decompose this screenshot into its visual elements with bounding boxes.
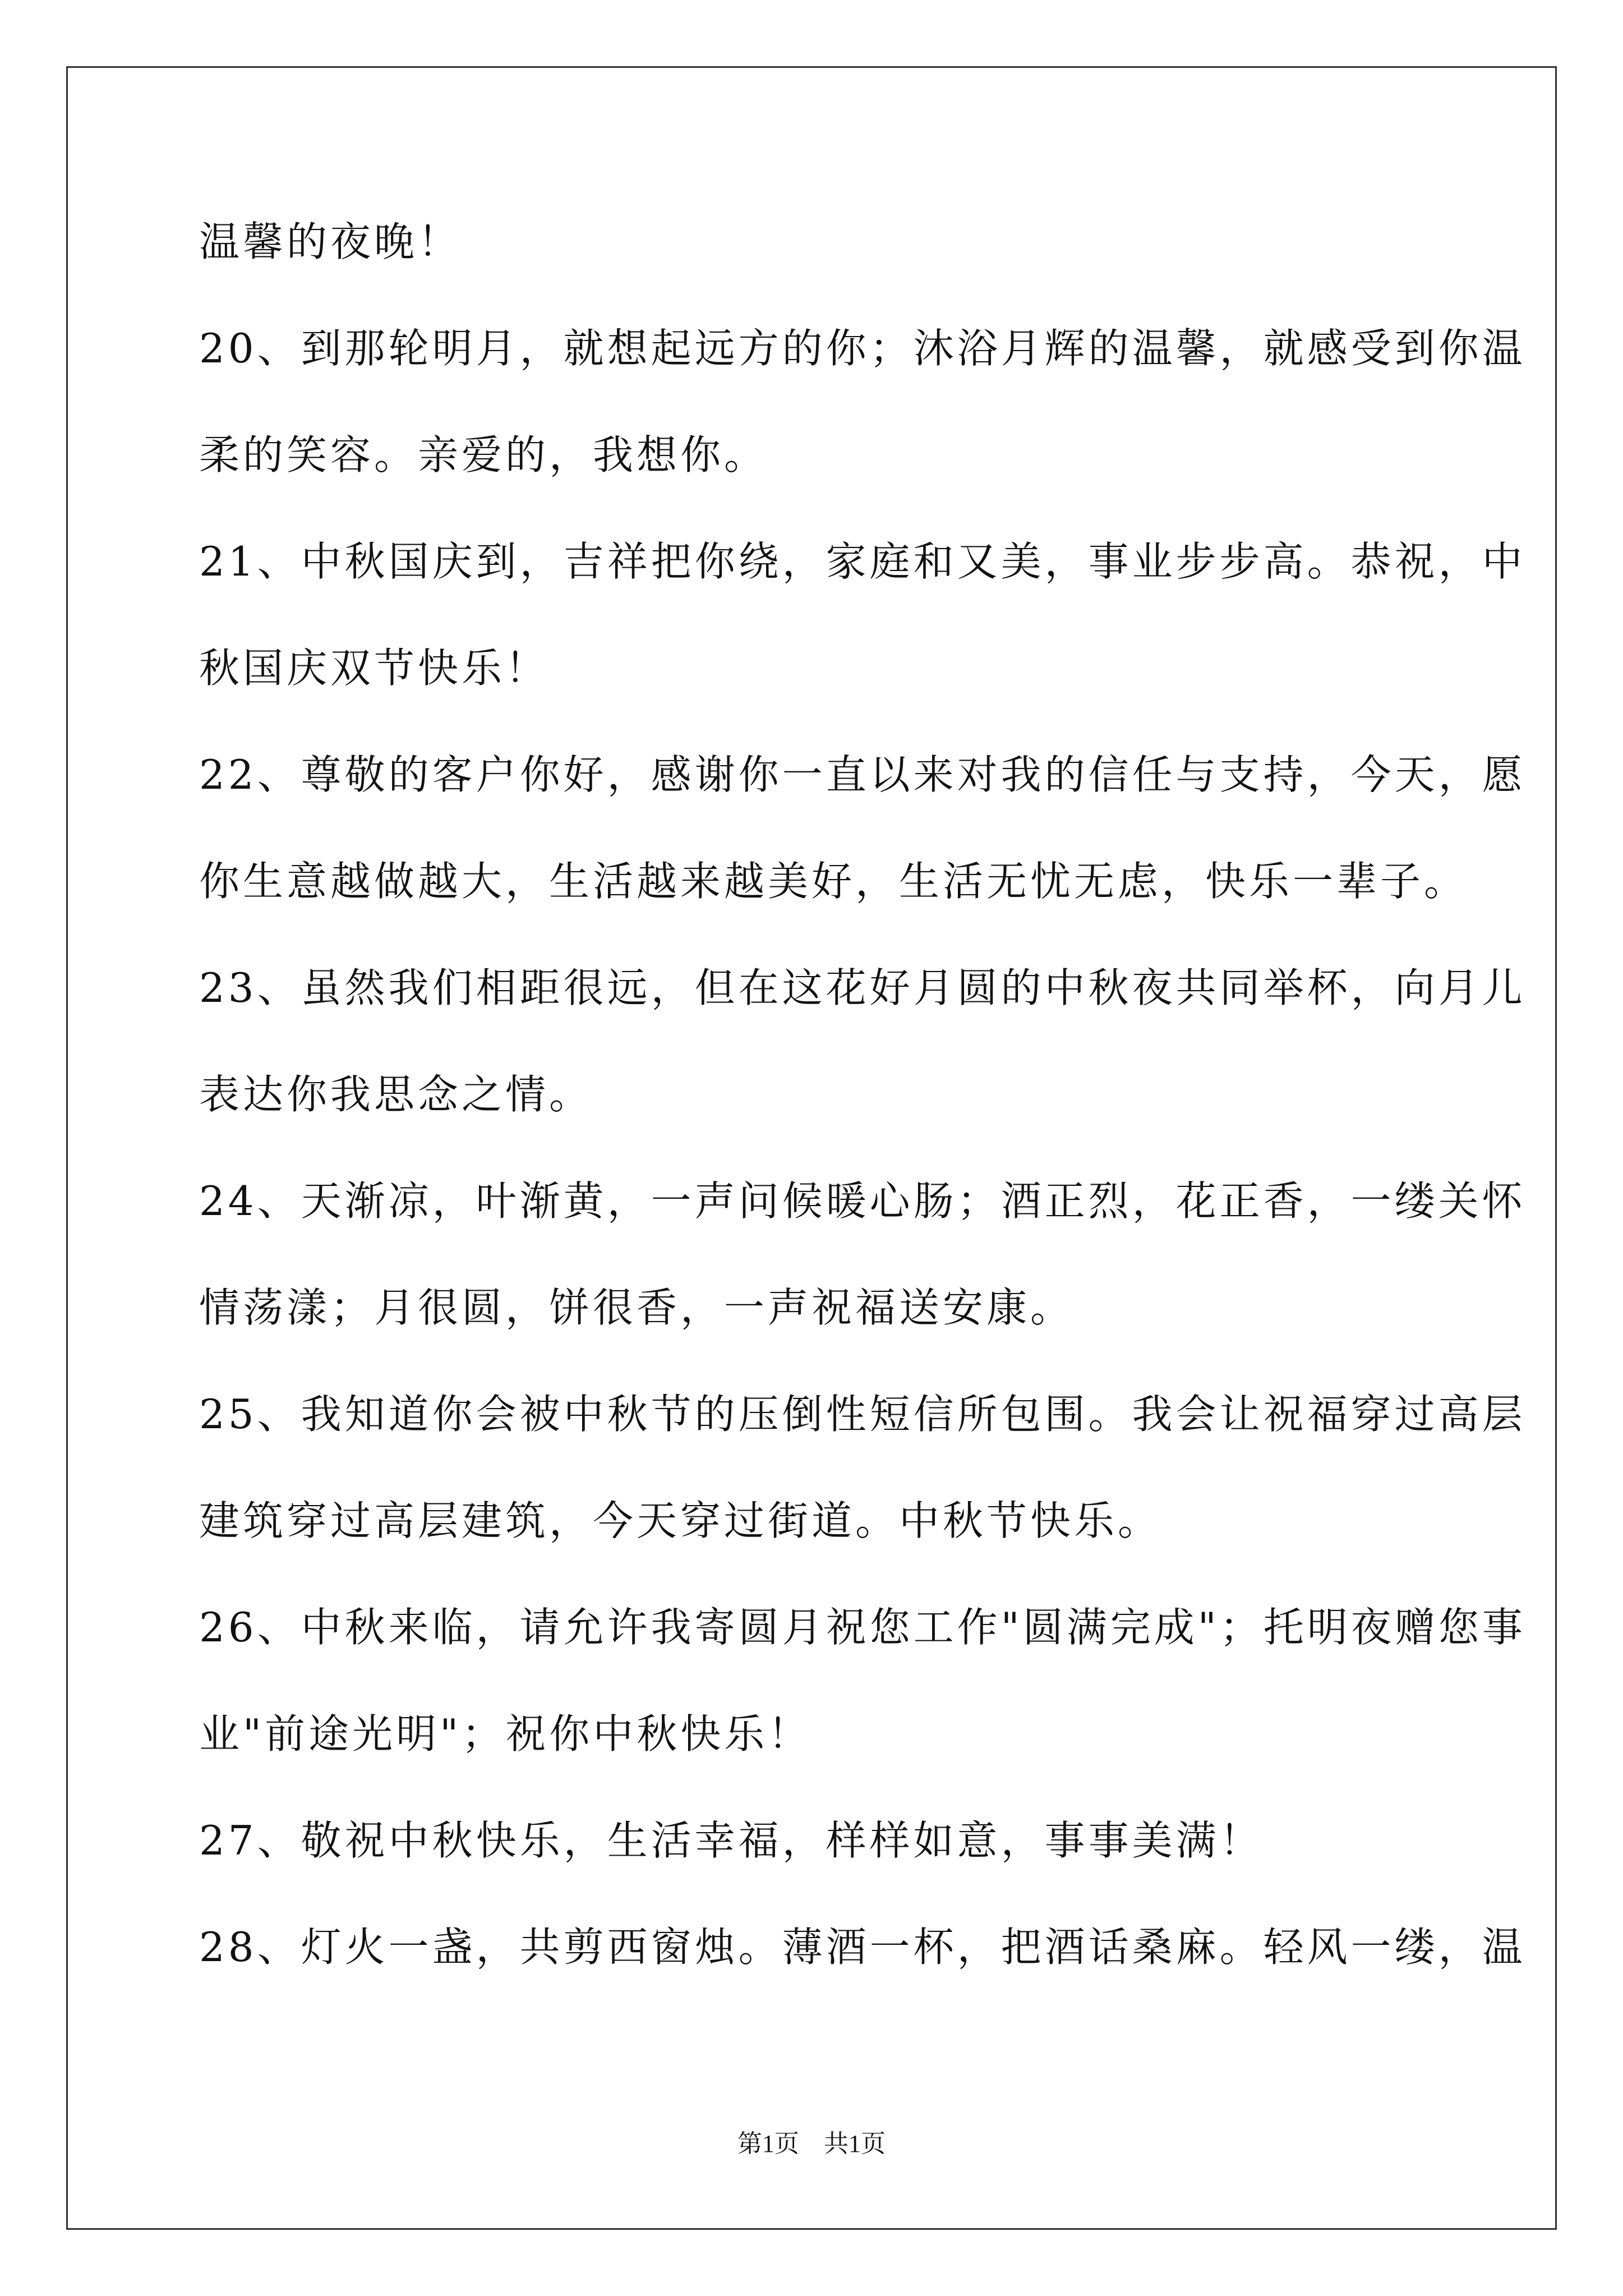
page-footer: 第1页 共1页 <box>737 2130 886 2157</box>
text-line: 20、到那轮明月，就想起远方的你；沐浴月辉的温馨，就感受到你温 <box>199 325 1526 372</box>
text-line: 建筑穿过高层建筑，今天穿过街道。中秋节快乐。 <box>199 1497 1162 1544</box>
text-line: 温馨的夜晚！ <box>199 218 462 265</box>
text-line: 情荡漾；月很圆，饼很香，一声祝福送安康。 <box>199 1284 1075 1331</box>
text-line: 21、中秋国庆到，吉祥把你绕，家庭和又美，事业步步高。恭祝，中 <box>199 538 1526 585</box>
text-line: 28、灯火一盏，共剪西窗烛。薄酒一杯，把酒话桑麻。轻风一缕，温 <box>199 1924 1526 1971</box>
text-line: 22、尊敬的客户你好，感谢你一直以来对我的信任与支持，今天，愿 <box>199 751 1526 798</box>
text-line: 业"前途光明"；祝你中秋快乐！ <box>199 1710 812 1757</box>
text-line: 你生意越做越大，生活越来越美好，生活无忧无虑，快乐一辈子。 <box>199 858 1468 905</box>
page-border <box>66 66 1557 2230</box>
text-line: 23、虽然我们相距很远，但在这花好月圆的中秋夜共同举杯，向月儿 <box>199 964 1526 1011</box>
text-line: 27、敬祝中秋快乐，生活幸福，样样如意，事事美满！ <box>199 1817 1264 1864</box>
text-line: 表达你我思念之情。 <box>199 1071 593 1118</box>
text-line: 25、我知道你会被中秋节的压倒性短信所包围。我会让祝福穿过高层 <box>199 1391 1526 1438</box>
text-line: 24、天渐凉，叶渐黄，一声问候暖心肠；酒正烈，花正香，一缕关怀 <box>199 1177 1526 1225</box>
text-line: 秋国庆双节快乐！ <box>199 645 550 692</box>
text-line: 柔的笑容。亲爱的，我想你。 <box>199 431 768 478</box>
text-line: 26、中秋来临，请允许我寄圆月祝您工作"圆满完成"；托明夜赠您事 <box>199 1604 1526 1651</box>
